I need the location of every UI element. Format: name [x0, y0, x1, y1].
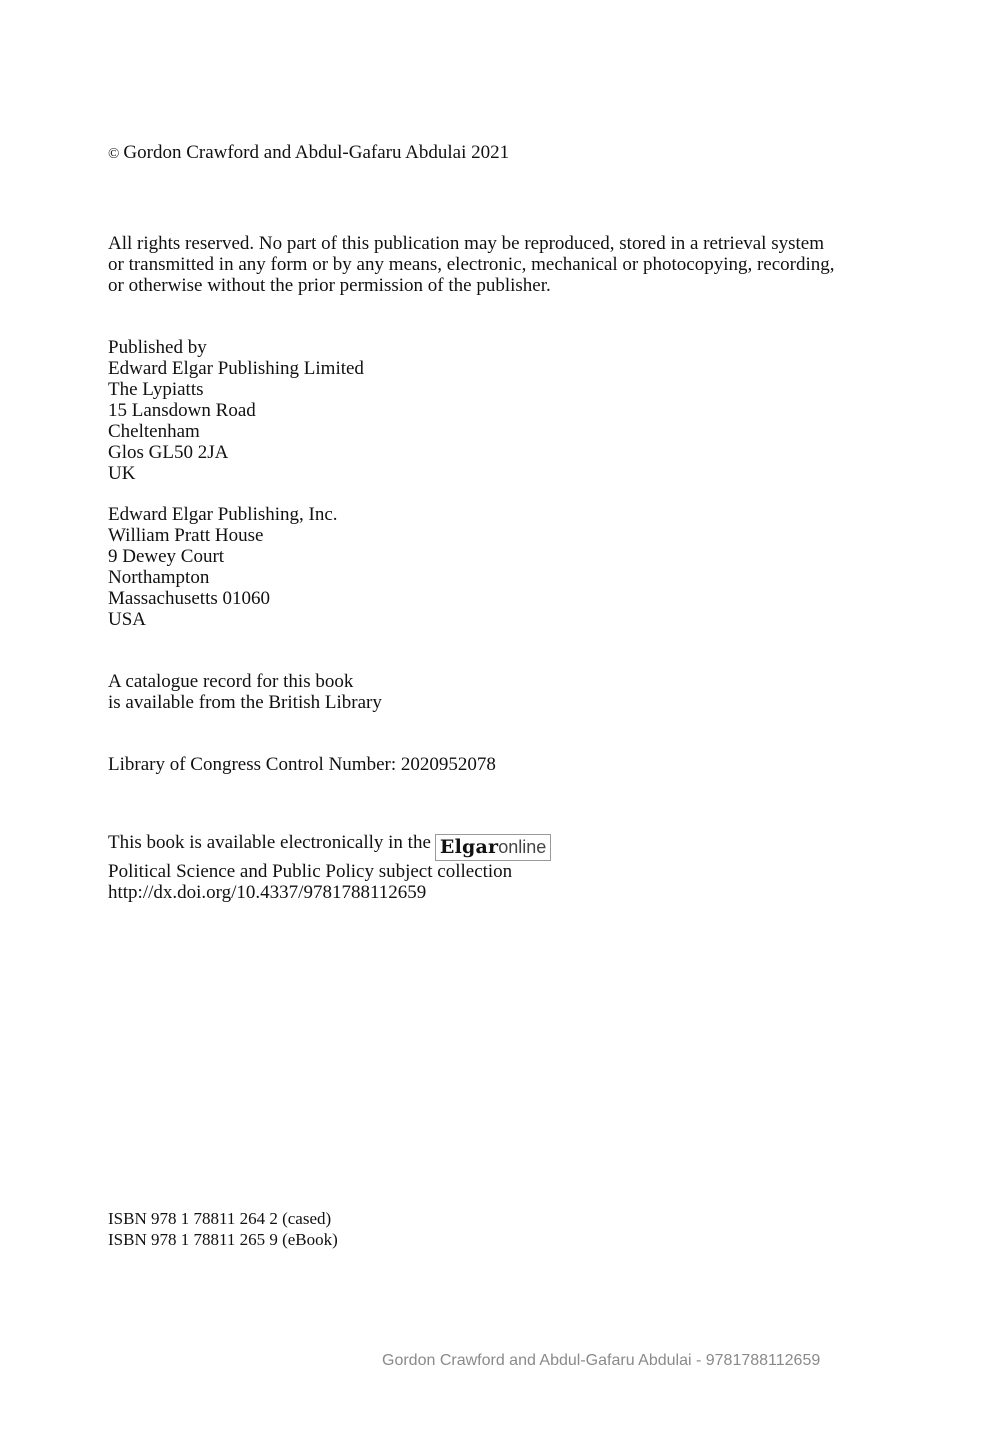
isbn-line: ISBN 978 1 78811 264 2 (cased) [108, 1209, 332, 1228]
address-line: Edward Elgar Publishing Limited [108, 358, 364, 379]
rights-line: or transmitted in any form or by any means, electronic, mechanical or photocopying, recording, [108, 254, 835, 275]
rights-line: or otherwise without the prior permission of the publisher. [108, 275, 551, 296]
address-line: Glos GL50 2JA [108, 442, 229, 463]
catalogue-line: A catalogue record for this book [108, 671, 354, 692]
electronic-availability [108, 832, 551, 903]
address-line: The Lypiatts [108, 379, 204, 400]
address-line: 15 Lansdown Road [108, 400, 256, 421]
isbn-line: ISBN 978 1 78811 265 9 (eBook) [108, 1230, 338, 1249]
elgaronline-logo [435, 834, 551, 861]
rights-statement [108, 233, 835, 296]
watermark: Gordon Crawford and Abdul-Gafaru Abdulai - 9781788112659 [382, 1352, 821, 1369]
elgaronline-logo-light: online [498, 837, 547, 857]
address-line: 9 Dewey Court [108, 546, 225, 567]
address-line: Published by [108, 337, 207, 358]
electronic-line-1 [108, 832, 551, 861]
address-line: Edward Elgar Publishing, Inc. [108, 504, 338, 525]
publisher-uk-address [108, 337, 364, 484]
doi-link[interactable]: http://dx.doi.org/10.4337/9781788112659 [108, 882, 427, 903]
loc-control-number [108, 754, 496, 775]
copyright-notice [108, 142, 509, 165]
catalogue-record [108, 671, 382, 713]
elgaronline-logo-bold: Elgar [439, 836, 499, 858]
address-line: Cheltenham [108, 421, 200, 442]
publisher-us-address [108, 504, 338, 630]
copyright-holder: Gordon Crawford and Abdul-Gafaru Abdulai 2021 [123, 142, 510, 163]
address-line: Massachusetts 01060 [108, 588, 271, 609]
isbn-list [108, 1208, 338, 1250]
rights-line: All rights reserved. No part of this publication may be reproduced, stored in a retrieval system [108, 233, 824, 254]
electronic-collection: Political Science and Public Policy subject collection [108, 861, 513, 882]
copyright-symbol: © [108, 146, 120, 162]
electronic-intro: This book is available electronically in the [108, 832, 431, 853]
address-line: USA [108, 609, 147, 630]
catalogue-line: is available from the British Library [108, 692, 382, 713]
loc-text: Library of Congress Control Number: 2020952078 [108, 754, 496, 775]
address-line: UK [108, 463, 136, 484]
address-line: Northampton [108, 567, 210, 588]
address-line: William Pratt House [108, 525, 264, 546]
